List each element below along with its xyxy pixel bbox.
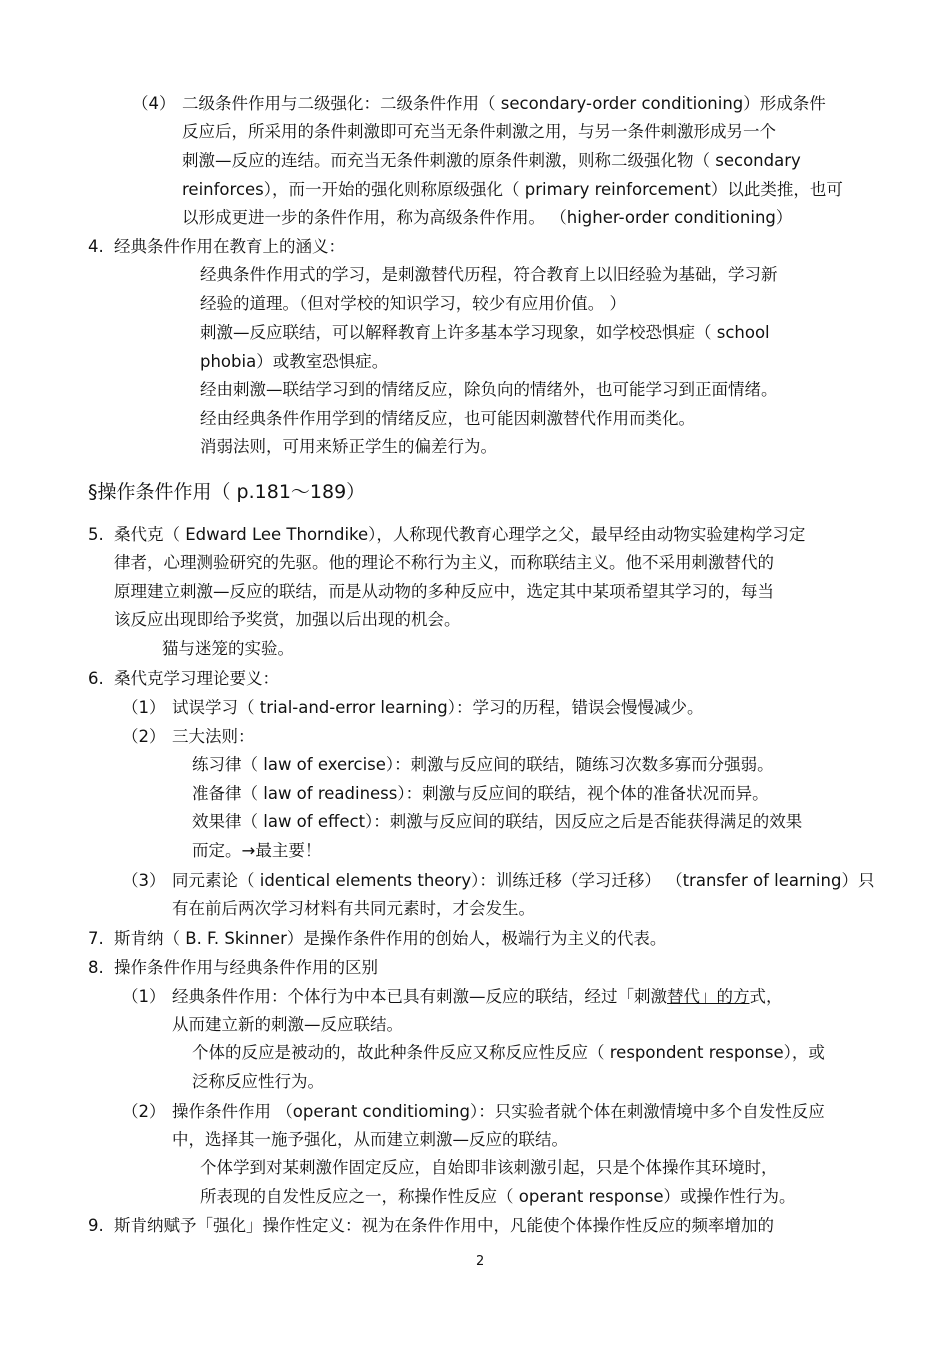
item8-sub2-line1: 操作条件作用 （operant conditioming）：只实验者就个体在刺激情境中多个自发性反应 [172, 1102, 825, 1121]
item5-line1: 桑代克（ Edward Lee Thorndike），人称现代教育心理学之父，最早经由动物实验建构学习定 [114, 525, 806, 544]
item4-number: 4. [88, 237, 104, 256]
item8-sub2-sub-line2: 所表现的自发性反应之一，称操作性反应（ operant response）或操作性行为。 [200, 1187, 796, 1206]
item6-sub1-number: （1） [122, 698, 166, 717]
item8-sub1-line1-part1: 经典条件作用：个体行为中本已具有刺激—反应的联结，经过「刺激 [172, 987, 667, 1006]
item8-sub1-line1-underlined: 替代」的方 [667, 987, 750, 1006]
item8-sub1-line1 [172, 986, 783, 1008]
item7-text: 斯肯纳（ B. F. Skinner）是操作条件作用的创始人，极端行为主义的代表。 [114, 929, 667, 948]
item4-bullet1-line2: 经验的道理。（但对学校的知识学习，较少有应用价值。 ） [200, 294, 626, 313]
item6-sub3-line1: 同元素论（ identical elements theory）：训练迁移（学习迁移） （transfer of learning）只 [172, 871, 875, 890]
item5-line4: 该反应出现即给予奖赏，加强以后出现的机会。 [114, 610, 461, 629]
item4-bullet1-line1: 经典条件作用式的学习，是刺激替代历程，符合教育上以旧经验为基础，学习新 [200, 265, 778, 284]
item6-sub2-number: （2） [122, 727, 166, 746]
item4-bullet2-line2: phobia）或教室恐惧症。 [200, 352, 389, 371]
item8-sub2-number: （2） [122, 1102, 166, 1121]
item6-title: 桑代克学习理论要义： [114, 669, 279, 688]
item4-sub4-line5: 以形成更进一步的条件作用，称为高级条件作用。 （higher-order conditioning） [182, 208, 793, 227]
item4-bullet4: 经由经典条件作用学到的情绪反应，也可能因刺激替代作用而类化。 [200, 409, 695, 428]
item7-number: 7. [88, 929, 104, 948]
item6-number: 6. [88, 669, 104, 688]
item4-bullet5: 消弱法则，可用来矫正学生的偏差行为。 [200, 437, 497, 456]
item8-sub1-line2: 从而建立新的刺激—反应联结。 [172, 1015, 403, 1034]
item6-sub3-line2: 有在前后两次学习材料有共同元素时，才会发生。 [172, 899, 535, 918]
item6-law3-line1: 效果律（ law of effect）：刺激与反应间的联结，因反应之后是否能获得满足的效果 [192, 812, 803, 831]
item9-number: 9. [88, 1216, 104, 1235]
page-number: 2 [476, 1254, 485, 1269]
item4-bullet2-line1: 刺激—反应联结，可以解释教育上许多基本学习现象，如学校恐惧症（ school [200, 323, 770, 342]
item5-line2: 律者，心理测验研究的先驱。他的理论不称行为主义，而称联结主义。他不采用刺激替代的 [114, 553, 774, 572]
item8-title: 操作条件作用与经典条件作用的区别 [114, 958, 378, 977]
item5-line3: 原理建立刺激—反应的联结，而是从动物的多种反应中，选定其中某项希望其学习的，每当 [114, 582, 774, 601]
item6-law2: 准备律（ law of readiness）：刺激与反应间的联结，视个体的准备状况而异。 [192, 784, 769, 803]
item8-sub2-line2: 中，选择其一施予强化，从而建立刺激—反应的联结。 [172, 1130, 568, 1149]
item4-title: 经典条件作用在教育上的涵义： [114, 237, 345, 256]
item6-law1: 练习律（ law of exercise）：刺激与反应间的联结，随练习次数多寡而分强弱。 [192, 755, 774, 774]
item4-sub4-line4: reinforces），而一开始的强化则称原级强化（ primary reinforcement）以此类推，也可 [182, 180, 843, 199]
item4-sub4-line2: 反应后，所采用的条件刺激即可充当无条件刺激之用，与另一条件刺激形成另一个 [182, 122, 776, 141]
item6-sub2-text: 三大法则： [172, 727, 255, 746]
item4-sub4-line3: 刺激—反应的连结。而充当无条件刺激的原条件刺激，则称二级强化物（ secondary [182, 151, 801, 170]
item9-text: 斯肯纳赋予「强化」操作性定义：视为在条件作用中，凡能使个体操作性反应的频率增加的 [114, 1216, 774, 1235]
item8-sub1-sub-line1: 个体的反应是被动的，故此种条件反应又称反应性反应（ respondent response），或 [192, 1043, 825, 1062]
section-heading: §操作条件作用（ p.181～189） [88, 481, 366, 503]
item4-sub4-number: （4） [132, 94, 176, 113]
item5-number: 5. [88, 525, 104, 544]
item5-sub: 猫与迷笼的实验。 [162, 639, 294, 658]
item6-sub1-text: 试误学习（ trial-and-error learning）：学习的历程，错误会慢慢减少。 [172, 698, 704, 717]
item6-law3-line2: 而定。→最主要！ [192, 841, 322, 860]
item4-sub4-line1: 二级条件作用与二级强化：二级条件作用（ secondary-order conditioning）形成条件 [182, 94, 826, 113]
item8-sub1-number: （1） [122, 987, 166, 1006]
item8-sub1-line1-part3: 式， [749, 987, 783, 1006]
item8-number: 8. [88, 958, 104, 977]
item4-bullet3: 经由刺激—联结学习到的情绪反应，除负向的情绪外，也可能学习到正面情绪。 [200, 380, 778, 399]
item8-sub1-sub-line2: 泛称反应性行为。 [192, 1072, 324, 1091]
item6-sub3-number: （3） [122, 871, 166, 890]
item8-sub2-sub-line1: 个体学到对某刺激作固定反应，自始即非该刺激引起，只是个体操作其环境时， [200, 1158, 778, 1177]
